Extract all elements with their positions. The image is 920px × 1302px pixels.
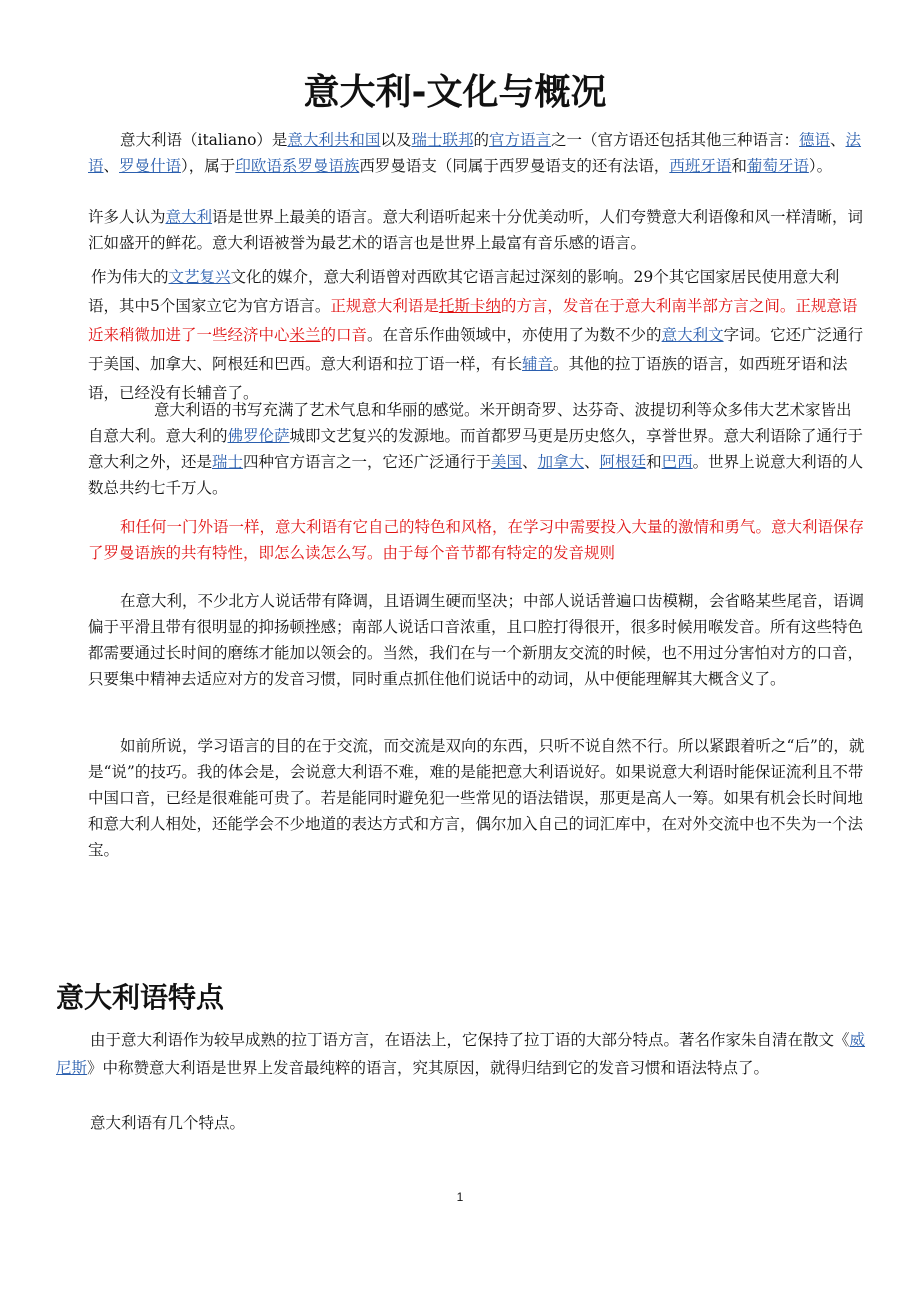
accent-paragraph: 在意大利，不少北方人说话带有降调，且语调生硬而坚决；中部人说话普遍口齿模糊，会省略某些尾音，语调偏于平滑且带有很明显的抑扬顿挫感；南部人说话口音浓重，且口腔打得很开，很多时候用喉发音。所有这些特色都需要通过长时间的磨练才能加以领会的。当然，我们在与一个新朋友交流的时候，也不用过分害怕对方的口音，只要集中精神去适应对方的发音习惯，同时重点抓住他们说话中的动词，从中便能理解其大概含义了。: [88, 592, 865, 688]
link-switzerland[interactable]: 瑞士: [212, 453, 244, 471]
intro-paragraph: 意大利语（italiano）是意大利共和国以及瑞士联邦的官方语言之一（官方语还包括其他三种语言：德语、法语、罗曼什语），属于印欧语系罗曼语族西罗曼语支（同属于西罗曼语支的还有法语，西班牙语和葡萄牙语）。: [88, 131, 862, 175]
characteristics-paragraph: 和任何一门外语一样，意大利语有它自己的特色和风格，在学习中需要投入大量的激情和勇气。意大利语保存了罗曼语族的共有特性，即怎么读怎么写。由于每个音节都有特定的发音规则: [88, 518, 865, 562]
link-brazil[interactable]: 巴西: [661, 453, 693, 471]
link-italian-republic[interactable]: 意大利共和国: [287, 131, 381, 149]
link-italian-text[interactable]: 意大利文: [661, 326, 724, 344]
beauty-paragraph: 许多人认为意大利语是世界上最美的语言。意大利语听起来十分优美动听，人们夸赞意大利语像和风一样清晰，词汇如盛开的鲜花。意大利语被誉为最艺术的语言也是世界上最富有音乐感的语言。: [88, 208, 864, 252]
link-argentina[interactable]: 阿根廷: [599, 453, 647, 471]
link-swiss-confederation[interactable]: 瑞士联邦: [411, 131, 474, 149]
link-italy[interactable]: 意大利: [165, 208, 213, 226]
link-canada[interactable]: 加拿大: [537, 453, 585, 471]
section-heading: 意大利语特点: [56, 981, 225, 1014]
link-romance-languages[interactable]: 印欧语系罗曼语族: [235, 157, 360, 175]
page-title: 意大利-文化与概况: [303, 72, 607, 113]
link-spanish[interactable]: 西班牙语: [669, 157, 732, 175]
renaissance-paragraph: 作为伟大的文艺复兴文化的媒介，意大利语曾对西欧其它语言起过深刻的影响。29个其它国家居民使用意大利语，其中5个国家立它为官方语言。正规意大利语是托斯卡纳的方言，发音在于意大利南半部方言之间。正规意语近来稍微加进了一些经济中心米兰的口音。在音乐作曲领域中，亦使用了为数不少的意大利文字词。它还广泛通行于美国、加拿大、阿根廷和巴西。意大利语和拉丁语一样，有长辅音。其他的拉丁语族的语言，如西班牙语和法语，已经没有长辅音了。: [88, 268, 864, 402]
link-french[interactable]: 法语: [88, 131, 862, 175]
link-venice[interactable]: 威尼斯: [56, 1031, 866, 1077]
features-paragraph: 由于意大利语作为较早成熟的拉丁语方言，在语法上，它保持了拉丁语的大部分特点。著名作家朱自清在散文《威尼斯》中称赞意大利语是世界上发音最纯粹的语言，究其原因，就得归结到它的发音习惯和语法特点了。: [56, 1031, 866, 1077]
link-romansh[interactable]: 罗曼什语: [119, 157, 182, 175]
writing-paragraph: 意大利语的书写充满了艺术气息和华丽的感觉。米开朗奇罗、达芬奇、波提切利等众多伟大艺术家皆出自意大利。意大利的佛罗伦萨城即文艺复兴的发源地。而首都罗马更是历史悠久，享誉世界。意大利语除了通行于意大利之外，还是瑞士四种官方语言之一，它还广泛通行于美国、加拿大、阿根廷和巴西。世界上说意大利语的人数总共约七千万人。: [88, 401, 864, 497]
link-usa[interactable]: 美国: [491, 453, 523, 471]
link-renaissance[interactable]: 文艺复兴: [168, 268, 231, 286]
speaking-paragraph: 如前所说，学习语言的目的在于交流，而交流是双向的东西，只听不说自然不行。所以紧跟着听之“后”的，就是“说”的技巧。我的体会是，会说意大利语不难，难的是能把意大利语说好。如果说意大利语时能保证流利且不带中国口音，已经是很难能可贵了。若是能同时避免犯一些常见的语法错误，那更是高人一筹。如果有机会长时间地和意大利人相处，还能学会不少地道的表达方式和方言，偶尔加入自己的词汇库中，在对外交流中也不失为一个法宝。: [88, 737, 865, 859]
link-german[interactable]: 德语: [799, 131, 831, 149]
link-official-language[interactable]: 官方语言: [488, 131, 551, 149]
link-portuguese[interactable]: 葡萄牙语: [746, 157, 809, 175]
link-florence[interactable]: 佛罗伦萨: [227, 427, 290, 445]
features-intro-line: 意大利语有几个特点。: [90, 1114, 246, 1132]
link-tuscany[interactable]: 托斯卡纳: [438, 297, 501, 315]
link-consonant[interactable]: 辅音: [522, 355, 554, 373]
page-number: 1: [456, 1190, 464, 1204]
link-milan[interactable]: 米兰: [289, 326, 321, 344]
